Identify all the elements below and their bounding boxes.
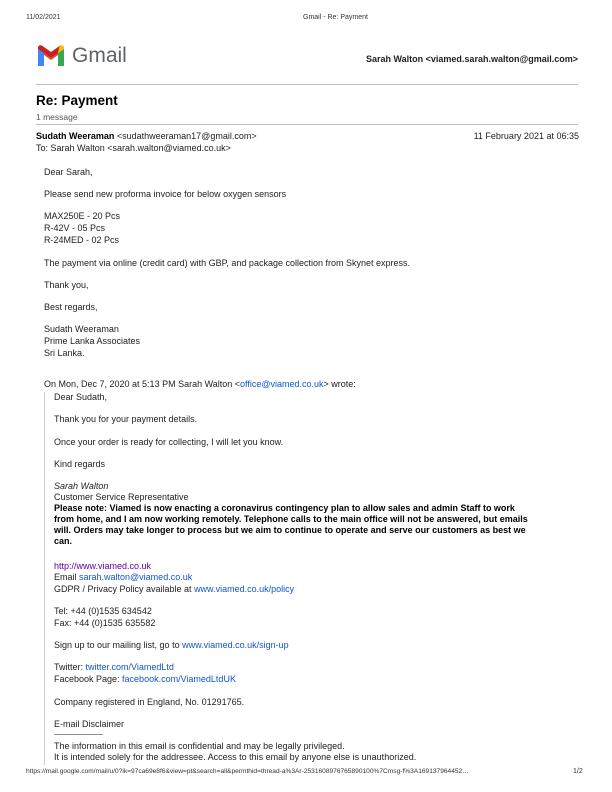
gdpr-link[interactable]: www.viamed.co.uk/policy <box>194 584 295 594</box>
fax-line: Fax: +44 (0)1535 635582 <box>54 618 156 628</box>
email-line: Email sarah.walton@viamed.co.uk <box>54 572 193 582</box>
page-number: 1/2 <box>573 768 583 775</box>
quote-email-link[interactable]: office@viamed.co.uk <box>240 379 324 389</box>
body-regards: Best regards, <box>44 302 98 312</box>
quote-bar <box>44 392 45 792</box>
tel-line: Tel: +44 (0)1535 634542 <box>54 606 152 616</box>
header-divider <box>36 84 578 85</box>
subject-divider <box>36 124 578 125</box>
gmail-logo-text: Gmail <box>72 44 127 67</box>
signature-line: Sudath Weeraman <box>44 324 119 334</box>
twitter-link[interactable]: twitter.com/ViamedLtd <box>85 662 174 672</box>
gmail-logo-icon[interactable] <box>36 44 66 68</box>
body-payment: The payment via online (credit card) with GBP, and package collection from Skynet express. <box>44 258 411 268</box>
item-line: R-24MED - 02 Pcs <box>44 235 120 245</box>
notice-line: can. <box>54 536 73 546</box>
item-line: R-42V - 05 Pcs <box>44 223 106 233</box>
mailing-line: Sign up to our mailing list, go to www.viamed.co.uk/sign-up <box>54 640 289 650</box>
body-greeting: Dear Sarah, <box>44 167 93 177</box>
company-line: Company registered in England, No. 01291765. <box>54 697 245 707</box>
quote-ready: Once your order is ready for collecting, I will let you know. <box>54 437 284 447</box>
facebook-line: Facebook Page: facebook.com/ViamedLtdUK <box>54 674 236 684</box>
print-url: https://mail.google.com/mail/u/0?ik=97ca69e8f6&view=pt&search=all&permthid=thread-a%3Ar-2531608976765890100%7Cmsg-f%3A169137964452… <box>26 768 469 775</box>
quote-thanks: Thank you for your payment details. <box>54 414 198 424</box>
item-line: MAX250E - 20 Pcs <box>44 211 121 221</box>
body-thanks: Thank you, <box>44 280 89 290</box>
sender-name: Sudath Weeraman <box>36 131 115 141</box>
signature-line: Prime Lanka Associates <box>44 336 141 346</box>
print-date: 11/02/2021 <box>26 14 61 21</box>
quote-intro: On Mon, Dec 7, 2020 at 5:13 PM Sarah Walton <office@viamed.co.uk> wrote: <box>44 379 356 389</box>
message-count: 1 message <box>36 112 78 122</box>
quote-kind-regards: Kind regards <box>54 459 106 469</box>
recipient: To: Sarah Walton <sarah.walton@viamed.co.uk> <box>36 143 231 153</box>
notice-line: Please note: Viamed is now enacting a coronavirus contingency plan to allow sales and admin Staff to work <box>54 503 515 513</box>
account-label: Sarah Walton <viamed.sarah.walton@gmail.com> <box>365 54 578 64</box>
sender-email: <sudathweeraman17@gmail.com> <box>116 131 257 141</box>
disclaimer-title: E-mail Disclaimer <box>54 719 125 729</box>
disclaimer-line: It is intended solely for the addressee. Access to this email by anyone else is unauthorized. <box>54 752 417 762</box>
notice-line: will. Orders may take longer to process but we aim to continue to operate and serve our customers as best we <box>54 525 526 535</box>
email-link[interactable]: sarah.walton@viamed.co.uk <box>79 572 193 582</box>
signature-line: Sri Lanka. <box>44 348 85 358</box>
quote-greeting: Dear Sudath, <box>54 392 108 402</box>
disclaimer-rule: ——————— <box>54 731 103 738</box>
facebook-link[interactable]: facebook.com/ViamedLtdUK <box>122 674 236 684</box>
thread-subject: Re: Payment <box>36 93 118 108</box>
notice-line: from home, and I am now working remotely. Telephone calls to the main office will not be answered, but emails <box>54 514 528 524</box>
body-request: Please send new proforma invoice for below oxygen sensors <box>44 189 287 199</box>
gdpr-line: GDPR / Privacy Policy available at www.viamed.co.uk/policy <box>54 584 295 594</box>
sender <box>36 131 257 143</box>
quote-sig-role: Customer Service Representative <box>54 492 189 502</box>
twitter-line: Twitter: twitter.com/ViamedLtd <box>54 662 174 672</box>
quote-sig-name: Sarah Walton <box>54 481 109 491</box>
message-date: 11 February 2021 at 06:35 <box>473 131 579 141</box>
print-title: Gmail - Re: Payment <box>303 14 368 21</box>
disclaimer-line: The information in this email is confidential and may be legally privileged. <box>54 741 345 751</box>
website-link[interactable]: http://www.viamed.co.uk <box>54 561 152 571</box>
mailing-link[interactable]: www.viamed.co.uk/sign-up <box>182 640 289 650</box>
